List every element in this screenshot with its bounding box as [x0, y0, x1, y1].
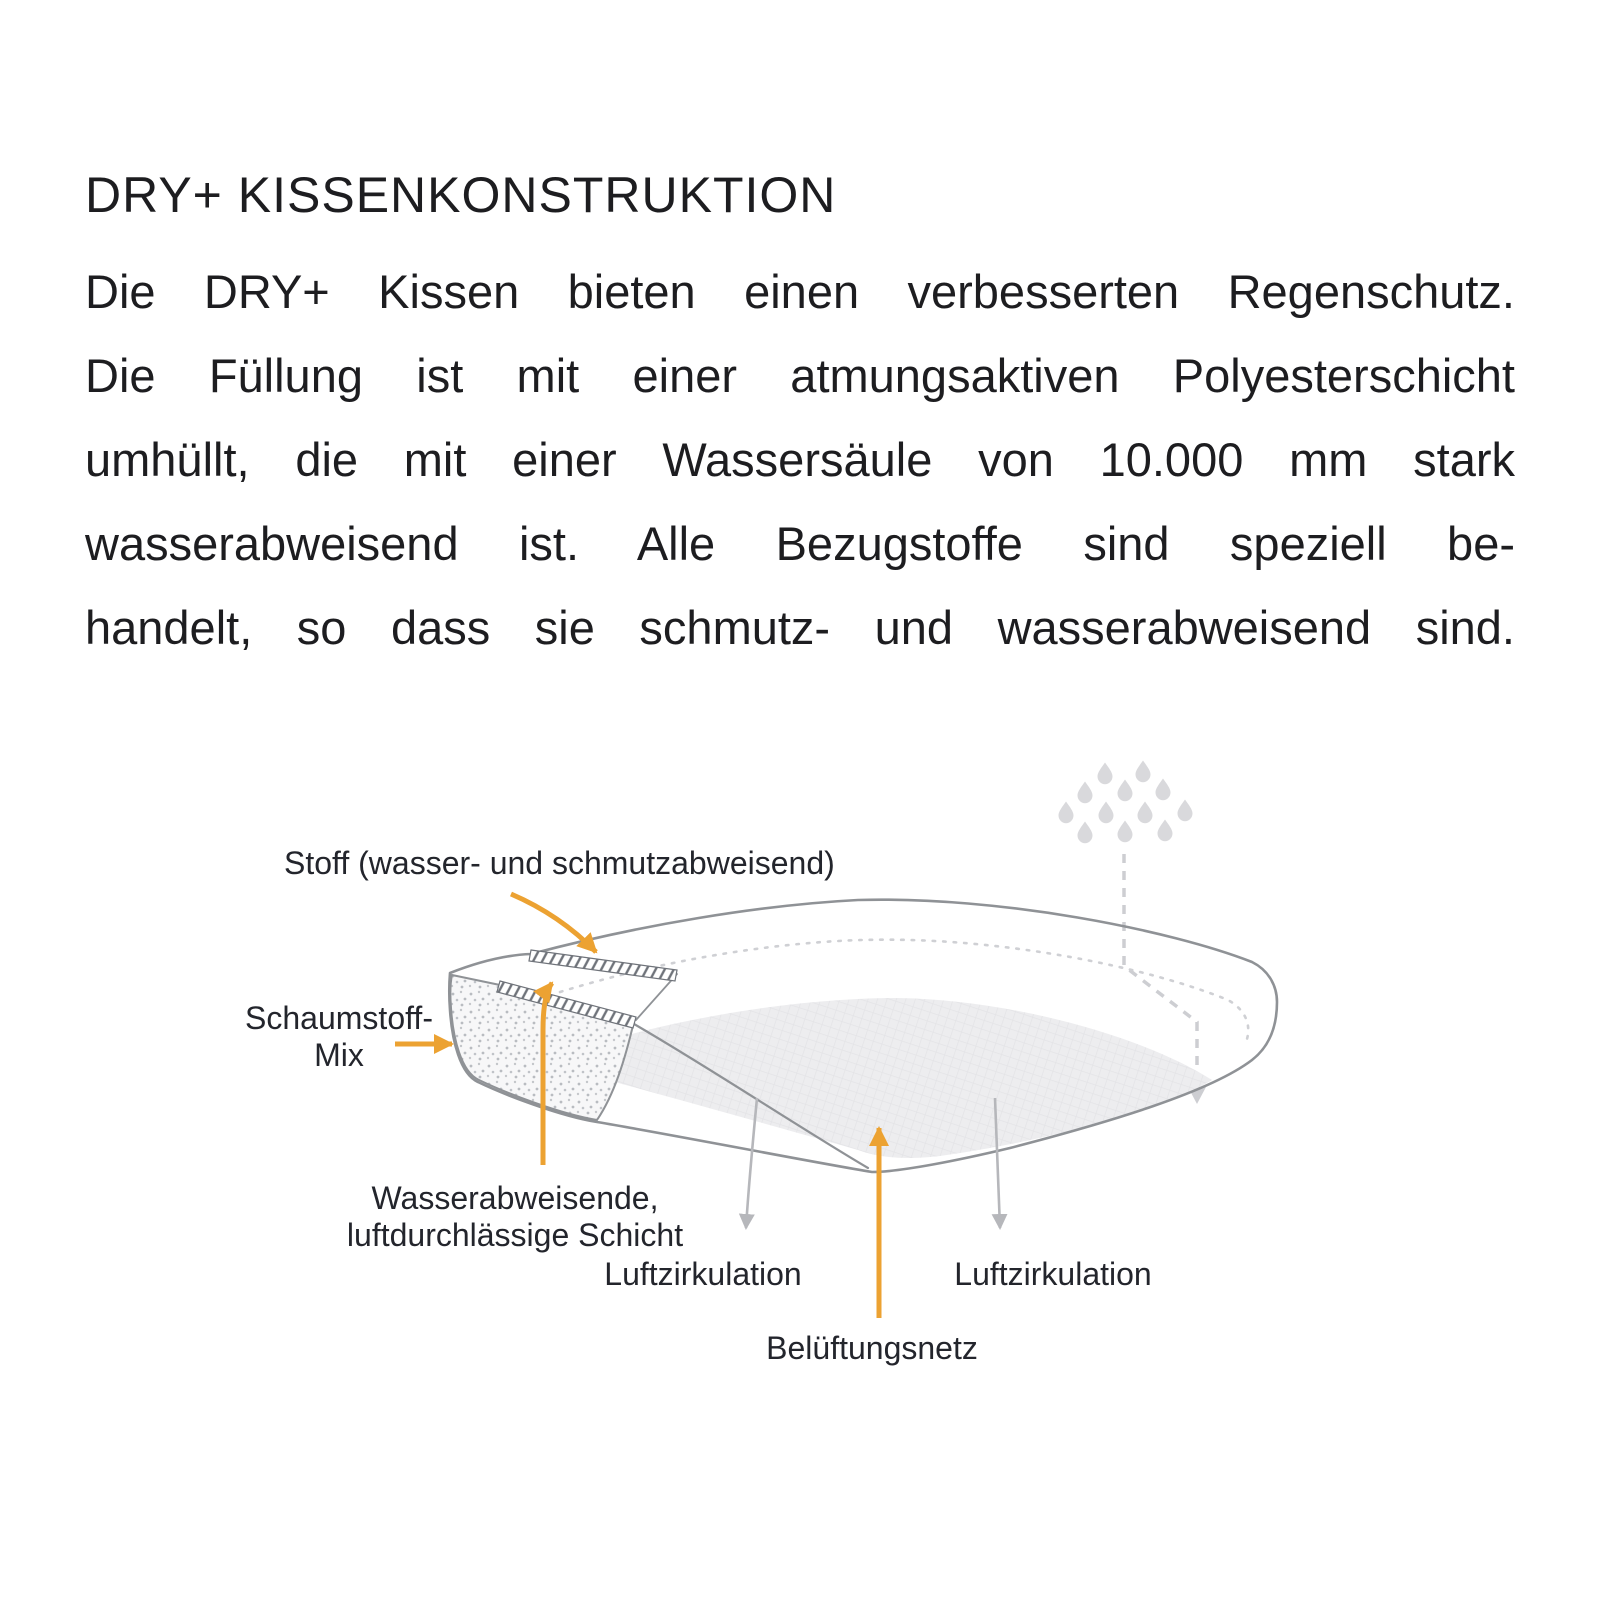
label-luftzirkulation-right: Luftzirkulation — [954, 1256, 1152, 1292]
raindrops-icon — [1059, 761, 1193, 844]
paragraph-line: umhüllt, die mit einer Wassersäule von 10.000 mm stark — [85, 433, 1515, 486]
fabric-strip-top — [529, 950, 677, 981]
label-luftzirkulation-left: Luftzirkulation — [604, 1256, 802, 1292]
body-paragraph — [85, 250, 1515, 670]
stoff-arrow — [511, 894, 596, 952]
paragraph-line: Die DRY+ Kissen bieten einen verbesserten Regenschutz. — [85, 265, 1515, 318]
label-wasser-line1: Wasserabweisende, — [371, 1180, 659, 1216]
label-wasser-line2: luftdurchlässige Schicht — [346, 1217, 684, 1253]
page-title: DRY+ KISSENKONSTRUKTION — [85, 167, 837, 223]
label-belueftungsnetz: Belüftungsnetz — [766, 1330, 978, 1366]
label-schaumstoff-line2: Mix — [314, 1037, 364, 1073]
paragraph-line: wasserabweisend ist. Alle Bezugstoffe sind speziell be- — [85, 517, 1515, 570]
label-wasserabweisende-schicht — [347, 1180, 683, 1254]
label-stoff: Stoff (wasser- und schmutzabweisend) — [284, 845, 835, 881]
paragraph-line: Die Füllung ist mit einer atmungsaktiven Polyesterschicht — [85, 349, 1515, 402]
label-schaumstoff-line1: Schaumstoff- — [245, 1000, 433, 1036]
label-schaumstoff — [245, 1000, 433, 1074]
paragraph-line: handelt, so dass sie schmutz- und wasserabweisend sind. — [85, 601, 1515, 654]
